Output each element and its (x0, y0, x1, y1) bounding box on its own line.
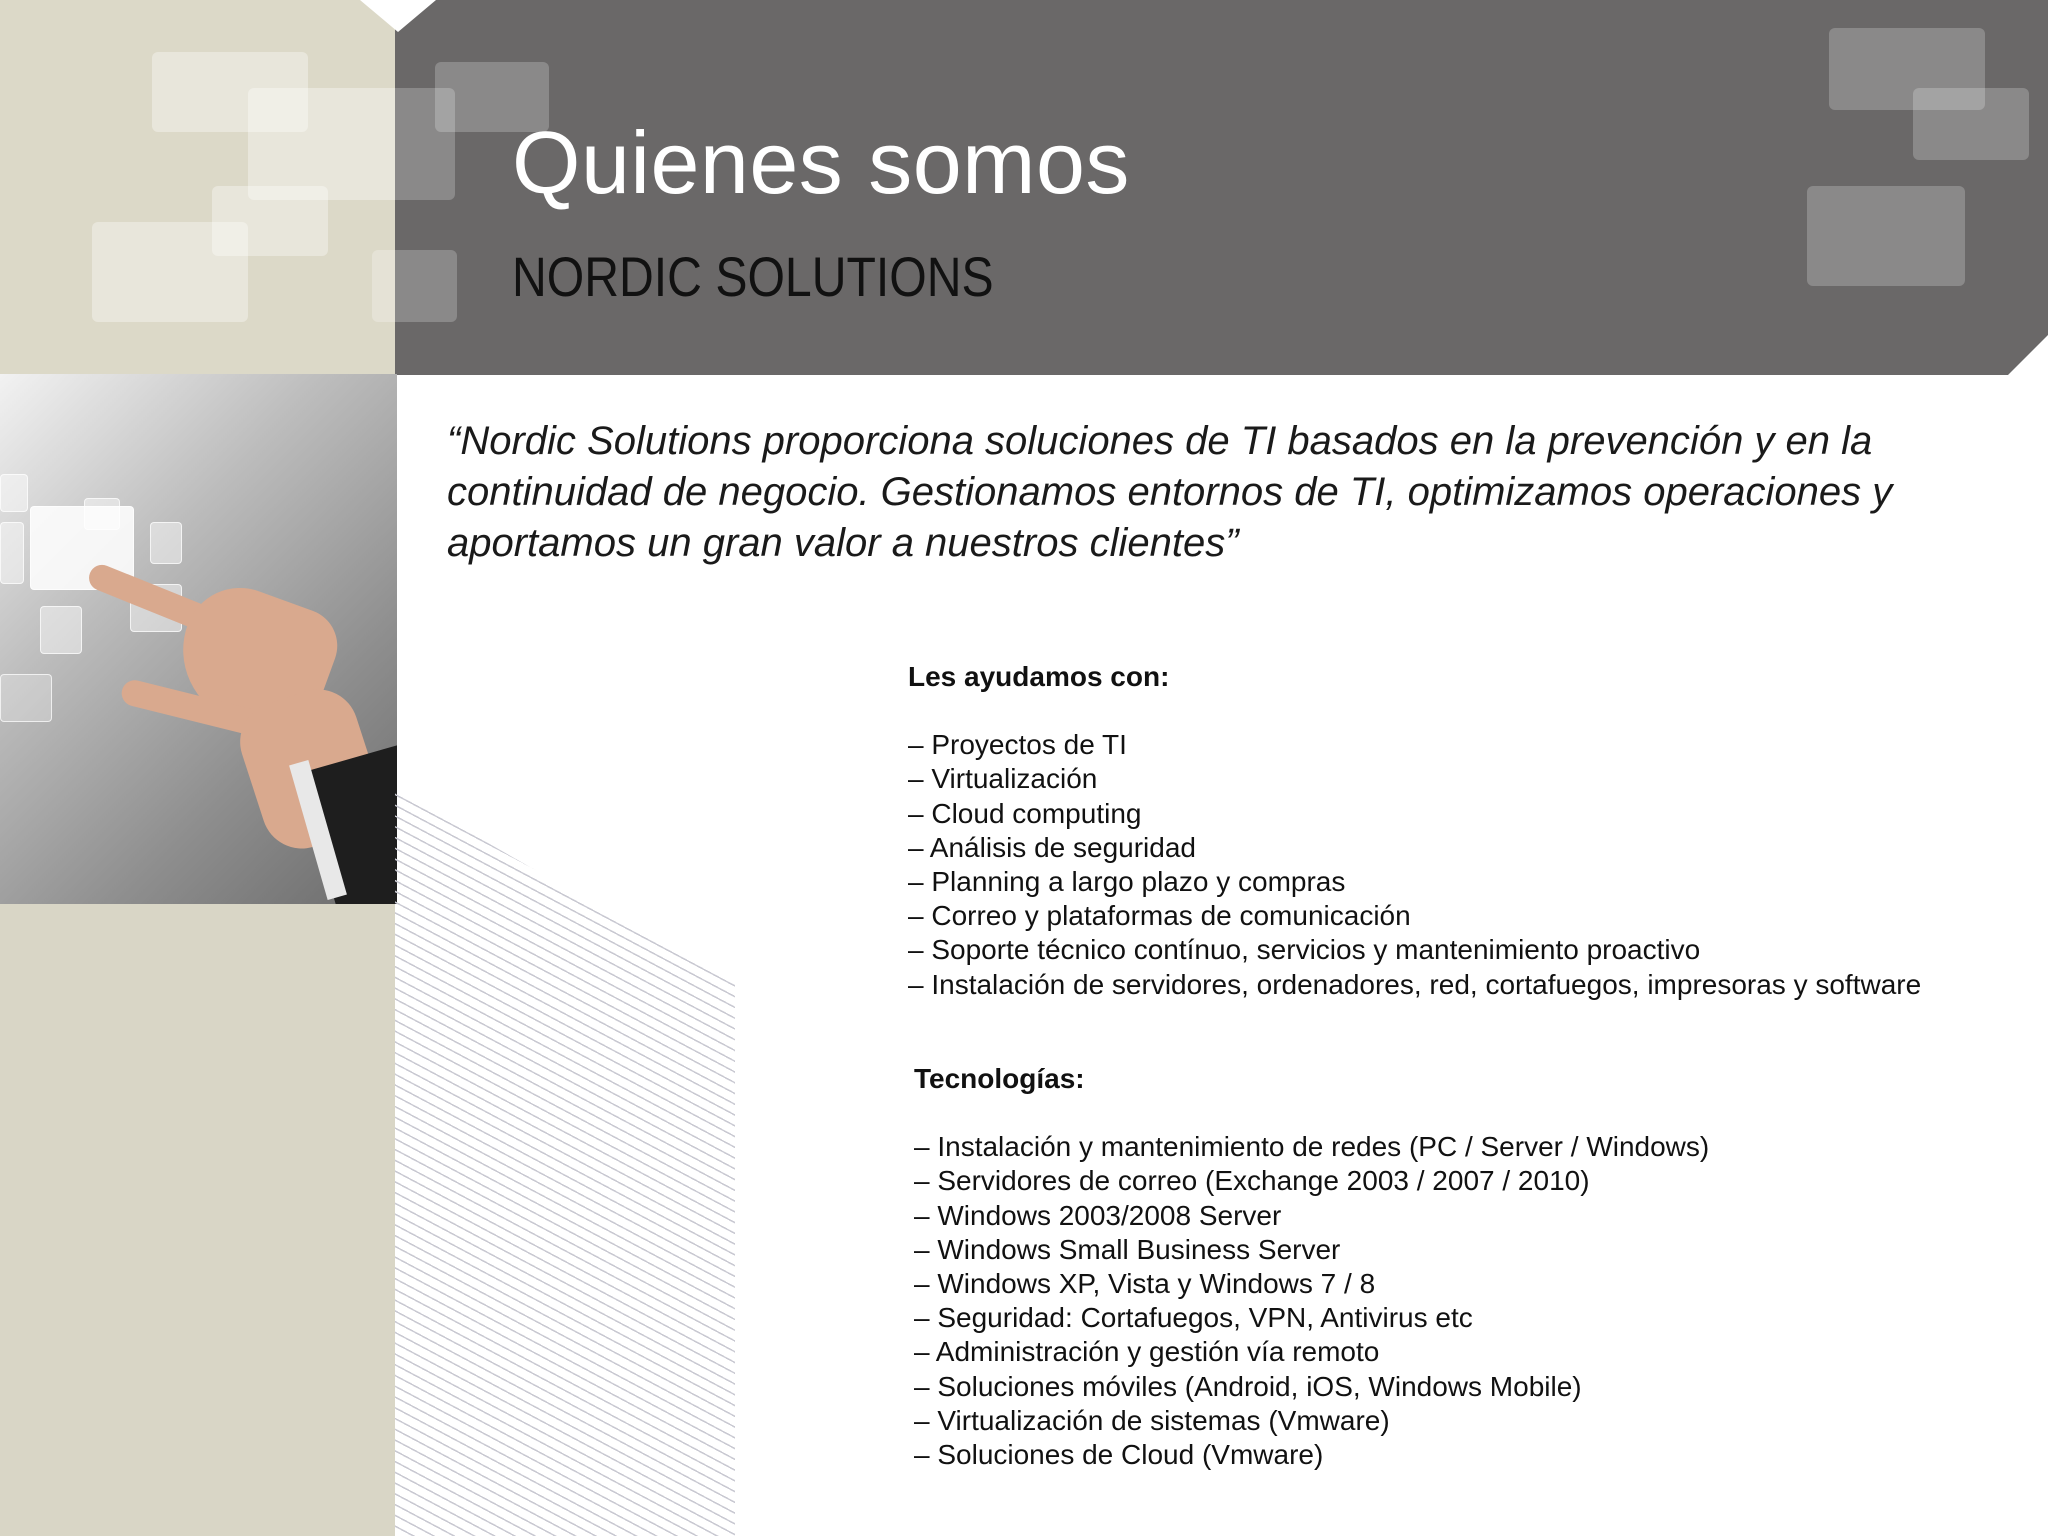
hand-touching-screen-image (0, 374, 397, 904)
list-item: – Soporte técnico contínuo, servicios y mantenimiento proactivo (908, 934, 1701, 966)
header-corner-cut (2008, 335, 2048, 375)
mission-quote: “Nordic Solutions proporciona soluciones de TI basados en la prevención y en la continuidad de negocio. Gestionamos entornos de TI, optimizamos operaciones y aportamos un gran valor a nuestros clientes” (447, 419, 1893, 565)
list-item: – Virtualización (908, 763, 1098, 795)
list-item: – Windows XP, Vista y Windows 7 / 8 (914, 1268, 1376, 1300)
services-list (908, 660, 1921, 1002)
list-item: – Servidores de correo (Exchange 2003 / 2007 / 2010) (914, 1165, 1590, 1197)
list-item: – Administración y gestión vía remoto (914, 1336, 1380, 1368)
list-item: – Proyectos de TI (908, 729, 1127, 761)
list-item: – Instalación de servidores, ordenadores, red, cortafuegos, impresoras y software (908, 968, 1922, 1000)
list-item: – Correo y plataformas de comunicación (908, 900, 1411, 932)
page-subtitle: NORDIC SOLUTIONS (512, 245, 994, 308)
list-item: – Soluciones de Cloud (Vmware) (914, 1439, 1324, 1471)
list-item: – Planning a largo plazo y compras (908, 866, 1346, 898)
services-heading: Les ayudamos con: (908, 661, 1170, 692)
left-decorative-squares (0, 0, 395, 374)
list-item: – Análisis de seguridad (908, 831, 1196, 863)
page-title: Quienes somos (512, 113, 1130, 212)
diagonal-lines-decoration (395, 790, 735, 1536)
list-item: – Soluciones móviles (Android, iOS, Windows Mobile) (914, 1370, 1582, 1402)
list-item: – Seguridad: Cortafuegos, VPN, Antivirus etc (914, 1302, 1473, 1334)
header-notch (360, 0, 436, 32)
list-item: – Instalación y mantenimiento de redes (PC / Server / Windows) (914, 1131, 1710, 1163)
list-item: – Virtualización de sistemas (Vmware) (914, 1404, 1390, 1436)
technologies-heading: Tecnologías: (914, 1063, 1085, 1094)
list-item: – Windows Small Business Server (914, 1233, 1341, 1265)
list-item: – Cloud computing (908, 797, 1142, 829)
list-item: – Windows 2003/2008 Server (914, 1199, 1282, 1231)
technologies-list (914, 1062, 1709, 1472)
